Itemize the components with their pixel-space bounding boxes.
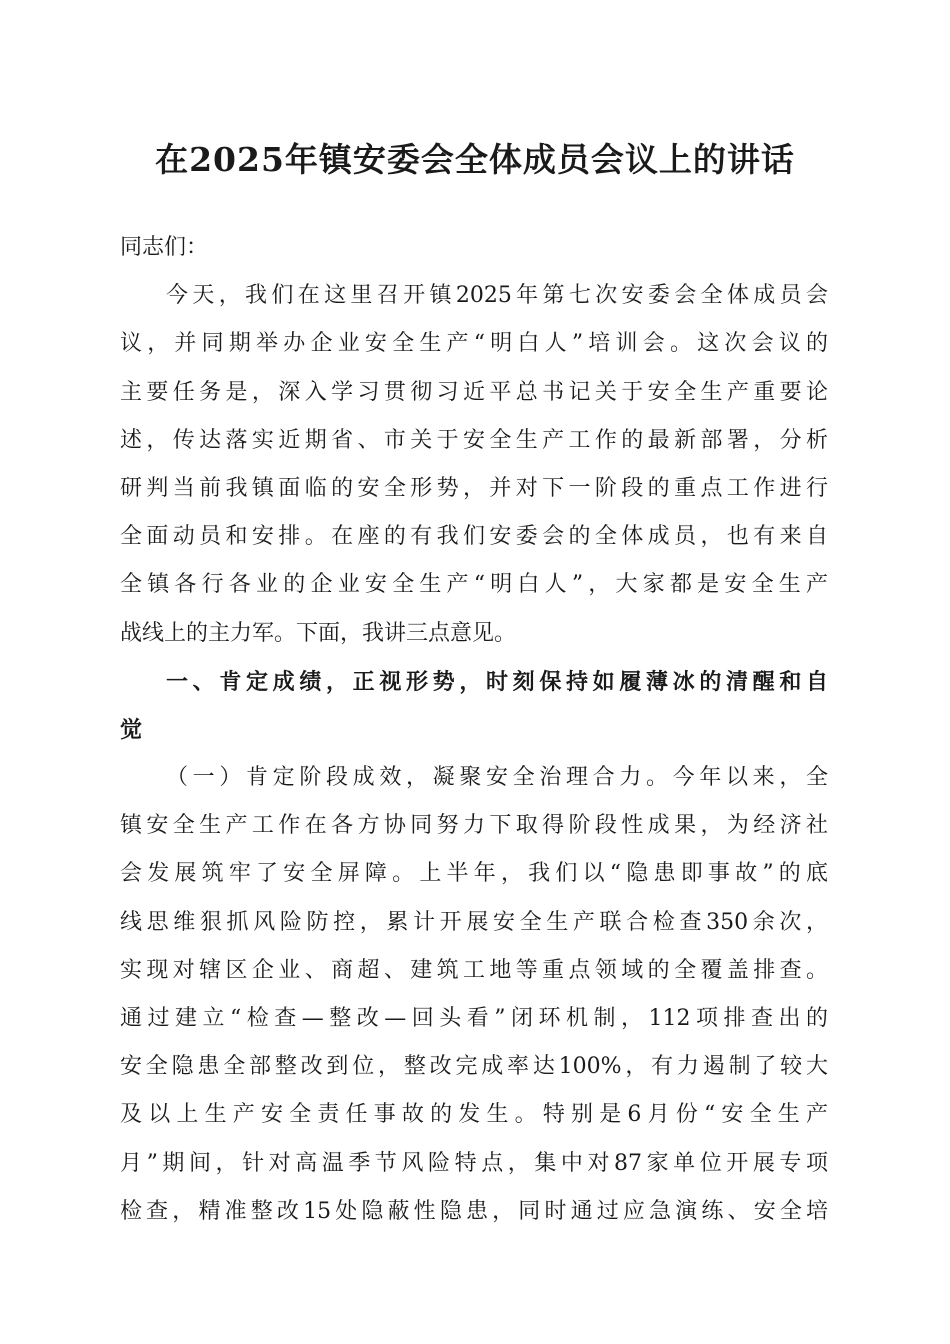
paragraph-line: 全镇各行各业的企业安全生产“明白人”，大家都是安全生产 <box>120 572 828 598</box>
paragraph-line: 述，传达落实近期省、市关于安全生产工作的最新部署，分析 <box>120 427 828 453</box>
paragraph-line: 全面动员和安排。在座的有我们安委会的全体成员，也有来自 <box>120 524 828 550</box>
document-title: 在2025年镇安委会全体成员会议上的讲话 <box>155 140 795 179</box>
paragraph-line: 主要任务是，深入学习贯彻习近平总书记关于安全生产重要论 <box>120 379 828 405</box>
paragraph-line: 及以上生产安全责任事故的发生。特别是6月份“安全生产 <box>120 1102 828 1128</box>
paragraph-line: 线思维狠抓风险防控，累计开展安全生产联合检查350余次， <box>120 909 828 935</box>
paragraph-line: 战线上的主力军。下面，我讲三点意见。 <box>120 620 517 646</box>
paragraph-line: 议，并同期举办企业安全生产“明白人”培训会。这次会议的 <box>120 331 828 357</box>
paragraph-line: 研判当前我镇面临的安全形势，并对下一阶段的重点工作进行 <box>120 475 828 501</box>
paragraph-line: 检查，精准整改15处隐蔽性隐患，同时通过应急演练、安全培 <box>120 1198 828 1224</box>
paragraph-line: 月”期间，针对高温季节风险特点，集中对87家单位开展专项 <box>120 1150 828 1176</box>
paragraph-line: 安全隐患全部整改到位，整改完成率达100%，有力遏制了较大 <box>120 1054 828 1080</box>
paragraph-line: 会发展筑牢了安全屏障。上半年，我们以“隐患即事故”的底 <box>120 861 828 887</box>
paragraph-line: 通过建立“检查—整改—回头看”闭环机制，112项排查出的 <box>120 1006 828 1031</box>
paragraph-line: 同志们： <box>120 235 209 260</box>
paragraph-line: 实现对辖区企业、商超、建筑工地等重点领域的全覆盖排查。 <box>120 957 828 983</box>
section-heading-line: 一、肯定成绩，正视形势，时刻保持如履薄冰的清醒和自 <box>166 668 828 695</box>
section-heading-line: 觉 <box>120 716 143 743</box>
paragraph-line: （一）肯定阶段成效，凝聚安全治理合力。今年以来，全 <box>166 765 828 791</box>
paragraph-line: 今天，我们在这里召开镇2025年第七次安委会全体成员会 <box>166 283 828 309</box>
paragraph-line: 镇安全生产工作在各方协同努力下取得阶段性成果，为经济社 <box>120 813 828 839</box>
document-body <box>120 224 828 1236</box>
